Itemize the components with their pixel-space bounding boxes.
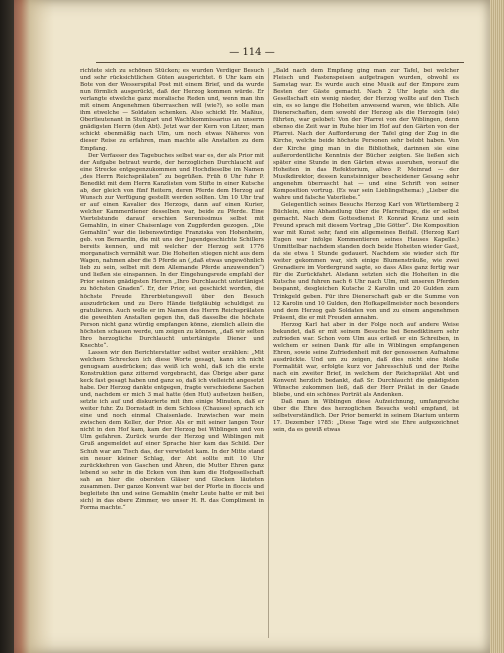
paragraph: „Bald nach dem Empfang ging man zur Tafel, bei welcher Fleisch und Fastenspeisen aufgetragen wurden, obwohl es Samstag war. Es wurde auch eine Musik auf der Empore zum Besten der Gäste gemacht. Nach 2 Uhr legte sich die Gesellschaft ein wenig nieder, der Herzog wollte auf den Tisch ein, es so lange die Hoheiten anwesend waren, wie üblich. Alle Dienerschaften, dem sowohl der Herzog als die Herzogin (sie) führten, war gelobet: Von der Pfarrei von der Wiblingen, denn ebenso die Zeit war in Ruhe hier im Hof auf den Gärten von der Pfarrei. Nach der Aufforderung der Tafel ging der Zug in die Kirche, welche beide höchste Personen sehr belobt haben. Von der Kirche ging man in die Bibliothek, darinnen sie eine außerordentliche Kenntnis der Bücher zeigten. Sie ließen sich später eine Stunde in den Gärten etwas ausruhen, worauf die Hoheiten in das Refektorium, allwo P. Meinrad — der Musikdirektor, dessen kunstsinniger bescheidener Gesang sehr angenehm überrascht hat — und eine Schrift von seiner Komposition vortrug. (Es war sein Lieblingsthema:) „Lieber die wahre und falsche Vaterliebe.“ — [273, 68, 459, 201]
page-number: — 114 — — [229, 47, 275, 58]
book-spine-edge — [0, 0, 14, 653]
page-gutter — [14, 0, 54, 653]
paragraph: Lassen wir den Berichterstatter selbst weiter erzählen: „Mit welchem Schrecken ich diese Worte gesagt, kann ich nicht genugsam ausdrücken; das weiß ich wohl, daß ich die erste Konstruktion ganz zitternd vorgebracht, das Übrige aber ganz keck fast gesagt haben und ganz so, daß ich vielleicht angesetzt habe. Der Herzog dankte entgegen, fragte verschiedene Sachen und, nachdem er mich 3 mal hatte (den Hut) aufsetzen heißen, setzte ich auf und diskurierte mit ihm einige Minuten, daß er weiter fuhr. Zu Dornstadt in dem Schloss (Chausee) sprach ich eine und noch einmal Chaisenlade. Inzwischen war mein zwischen dem Keller, der Prior. Als er mit seiner langen Tour nicht in den Hof kam, kam der Herzog bei Wiblingen und von Ulm gefahren. Zurück wurde der Herzog und Wiblingen mit Gruß angemeldet auf einer Sprache hier kam das Schild. Der Schuh war am Tisch das, der verwüstet kam. In der Mitte stand ein neuer kleiner Schlag, der Abt sollte mit 10 Uhr zurückkehren von Gaschen und Ähren, die Mutter Ehren ganz lebend so sehr in die Ecken von ihm kam die Hofgesellschaft sah an hier die obersten Gläser und Glocken läuteten zusammen. Der ganze Konvent war bei der Pforte in floccis und begleitete ihn und seine Gemahlin (mehr Leute hatte er mit bei sich) in das obere Zimmer, wo unser H. R. das Compliment in Forma machte.“ — [80, 349, 264, 511]
page-edges — [490, 0, 504, 653]
paragraph: Herzog Karl hat aber in der Folge noch auf andere Weise bekundet, daß er mit seinem Besuche bei Benediktinern sehr zufrieden war. Schon vom Ulm aus erließ er ein Schreiben, in welchem er seinen Dank für alle in Wiblingen empfangenen Ehren, sowie seine Zufriedenheit mit der genossenen Aufnahme ausdrückte. Und um zu zeigen, daß dies nicht eine bloße Formalität war, erfolgte kurz vor Jahresschluß und der Reihe nach ein zweiter Brief, in welchem der Reichsprälat Abt und Konvent herzlich bedankt, daß Sr. Durchlaucht die gnädigsten Wünsche zukommen ließ, daß der Herr Prälat in der Gnade bliebe, und ein schönes Porträt als Andenken. — [273, 321, 459, 399]
paragraph: Daß man in Wiblingen diese Aufzeichnung, umfangreiche über die Ehre des herzoglichen Besuchs wohl empfand, ist selbstverständlich. Der Prior bemerkt in seinem Diarium unterm 17. Dezember 1785: „Diese Tage wird sie Ehre aufgezeichnet sein, da es gewiß etwas — [273, 399, 459, 434]
paragraph: Der Verfasser des Tagebuches selbst war es, der als Prior mit der Aufgabe betraut wurde, der herzoglichen Durchlaucht auf eine Strecke entgegenzukommen und Hochdieselbe im Namen „des Herrn Reichsprälaten“ zu begrüßen. Früh 6 Uhr fuhr P. Benedikt mit dem Herrn Kanzlisten vom Stifte in einer Kutsche ab, der gleich von fünf Reitern, deren Pferde dem Herzog auf Wunsch zur Verfügung gestellt werden sollten. Um 10 Uhr traf er auf einen Kavalier des Herzogs, dann auf einen Kurier, welcher Kammerdiener desselben war, beide zu Pferde. Eine Viertelstunde darauf erschien Serenissimus selbst mit Gemahlin, in einer Chaisenlage von Zugpferden gezogen. „Die Gemahlin“ war die liebenswürdige Franziska von Hohenheim, geb. von Bernardin, die mit uns der Jugendgeschichte Schillers bereits kennen, und mit welcher der Herzog seit 1776 morganatisch vermählt war. Die Hoheiten stiegen nicht aus dem Wagen, nahmen aber die 5 Pferde an („daß etwas ungewöhnlich lieb zu sein, selbst mit dem Allemande Pferde anzuwenden“) und ließen sie einspannen. In der Eingehungsrede empfahl der Prior seinen gnädigsten Herren „Ihro Durchlaucht untertänigst zu höchsten Gnaden“. Er, der Prior, sei geschickt worden, die höchste Freude Ehrerbietungsvoll über den Besuch auszudrücken und zu Dero Hände tiefgläubig schuldigst zu gratulieren. Auch wolle er im Namen des Herrn Reichsprälaten die geweihten Anstalten gegen ihn, daß dasselbe die höchste Person nicht ganz würdig empfangen könne, ziemlich allein die höchsten schauen werde, um zeigen zu können, „daß wir selten Ihro herzogliche Durchlaucht untertänigste Diener und Knechte“. — [80, 152, 264, 349]
left-column — [80, 68, 264, 640]
header-rule — [96, 62, 464, 63]
right-column — [273, 68, 459, 640]
paragraph: richtete sich zu schönen Stücken; es wurden Verdiger Besuch und sehr rücksichtlichen Güten ausgerichtet. 6 Uhr kam ein Bote von der Wesserspital Post mit einem Brief, und da wurde nun förmlich ausgerückt, daß der Herzog kommen würde. Er verlangte etwelche ganz moralische Reden und, wenn man ihn mit einem Angenehmen überraschen will (wie?), so solle man ihm etwelche — Soldaten schenken. Also schickt Hr. Maßius, Oberlieutenant in Stuttgart und Wachtkommissarius an unserm gnädigsten Herrn (den Abt). Jetzt war der Kern von Litzer, man schickt ebenmäßig nach Ulm, um noch etwas Näheres von dieser Reise zu erfahren, man machte alle Anstalten zu dem Empfang. — [80, 68, 264, 152]
paragraph: Gelegentlich seines Besuchs Herzog Karl von Württemberg 2 Büchlein, eine Abhandlung über die Pfarreifrage, die er selbst gemacht. Nach dem Gottesdienst P. Konrad Kranz und sein Freund sprach mit diesem Vortrag „Die Götter“. Die Komposition war mit Kunst sehr, fand ein allgemeines Beifall. (Herzog Karl Eugen war infolge Kommentieren seines Hauses Kapelle.) Unmittelbar nachdem standen doch beide Hoheiten wieder Gast, da sie etwa 1 Stunde gedauert. Nachdem sie wieder sich für weiter gekommen war, sich einige Blumensträuße, wie zwei Grenadiere im Vordergrund sagte, so dass Alles ganz fertig war für die Zurückfahrt. Alsdann setzten sich die Hoheiten in die Kutsche und fuhren nach 6 Uhr nach Ulm, mit unseren Pferden bespannt, desgleichen Kutsche 2 Karolin und 20 Gulden zum Trinkgeld geben. Für ihre Dienerschaft gab er die Summe von 12 Karolin und 10 Gulden, den Hofkapellmeister noch besonders und dem Herzog gab Soldaten von und zu einem angenehmen Präsent, die er mit Freuden annahm. — [273, 201, 459, 321]
column-divider — [268, 68, 269, 638]
